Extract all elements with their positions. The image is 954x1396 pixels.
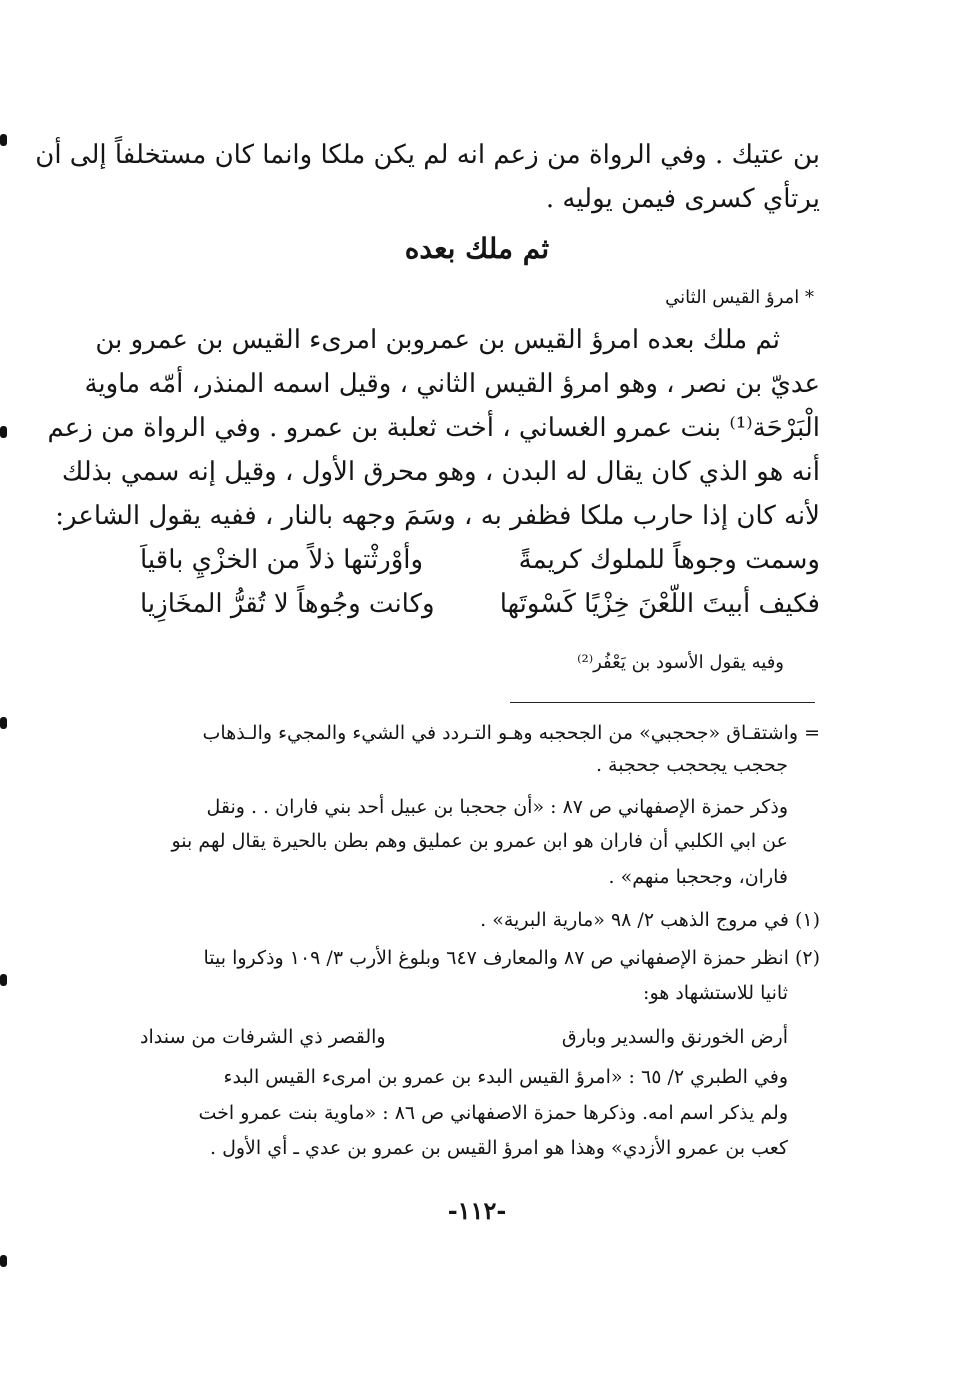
verse-hemistich-first: أرض الخورنق والسدير وبارق xyxy=(561,1026,788,1048)
verse-hemistich-second: وأوْرثْتها ذلاً من الخزْيِ باقياَ xyxy=(140,545,424,575)
after-verse-text: وفيه يقول الأسود بن يَعْفُر⁽²⁾ xyxy=(577,652,784,673)
margin-mark xyxy=(0,134,7,146)
footnotes xyxy=(140,722,820,1182)
poem xyxy=(140,545,820,635)
top-paragraph xyxy=(35,140,820,230)
margin-mark xyxy=(0,1255,7,1267)
text-line: الْبَرْحَة⁽¹⁾ بنت عمرو الغساني ، أخت ثعلبة بن عمرو . وفي الرواة من زعم xyxy=(47,413,820,443)
footnote-line: وذكر حمزة الإصفهاني ص ٨٧ : «أن جحجبا بن عبيل أحد بني فاران . . ونقل xyxy=(206,796,788,818)
verse-hemistich-second: وكانت وجُوهاً لا تُقرُّ المخَازِيا xyxy=(140,589,435,619)
footnote-line: ثانيا للاستشهاد هو: xyxy=(643,982,788,1004)
subheading: * امرؤ القيس الثاني xyxy=(665,287,814,308)
verse-hemistich-second: والقصر ذي الشرفات من سنداد xyxy=(140,1026,386,1048)
footnote-line: فاران، وجحجبا منهم» . xyxy=(608,866,788,888)
text-line: لأنه كان إذا حارب ملكا فظفر به ، وسَمَ وجهه بالنار ، ففيه يقول الشاعر: xyxy=(55,501,820,531)
section-heading: ثم ملك بعده xyxy=(404,232,550,265)
footnote-line: (١) في مروج الذهب ٢/ ٩٨ «مارية البرية» . xyxy=(480,909,820,931)
text-line: أنه هو الذي كان يقال له البدن ، وهو محرق الأول ، وقيل إنه سمي بذلك xyxy=(61,457,820,487)
verse-hemistich-first: فكيف أبيتَ اللّعْنَ خِزْيًا كَسْوتَها xyxy=(499,589,820,619)
footnote-divider xyxy=(510,702,815,703)
margin-mark xyxy=(0,717,7,729)
footnote-line: (٢) انظر حمزة الإصفهاني ص ٨٧ والمعارف ٦٤٧ وبلوغ الأرب ٣/ ١٠٩ وذكروا بيتا xyxy=(203,947,820,969)
text-line: ثم ملك بعده امرؤ القيس بن عمروبن امرىء القيس بن عمرو بن xyxy=(95,325,780,355)
text-line: بن عتيك . وفي الرواة من زعم انه لم يكن ملكا وانما كان مستخلفاً إلى أن xyxy=(35,140,820,170)
footnote-line: = واشتقـاق «جحجبي» من الجحجبه وهـو التـردد في الشيء والمجيء والـذهاب xyxy=(202,722,820,744)
footnote-line: كعب بن عمرو الأزدي» وهذا هو امرؤ القيس بن عمرو بن عدي ـ أي الأول . xyxy=(210,1137,788,1159)
margin-mark xyxy=(0,426,7,438)
page-number: -١١٢- xyxy=(447,1196,507,1225)
body-paragraph xyxy=(47,325,820,555)
margin-mark xyxy=(0,974,7,986)
footnote-line: ولم يذكر اسم امه. وذكرها حمزة الاصفهاني ص ٨٦ : «ماوية بنت عمرو اخت xyxy=(198,1102,788,1124)
footnote-line: وفي الطبري ٢/ ٦٥ : «امرؤ القيس البدء بن عمرو بن امرىء القيس البدء xyxy=(223,1066,788,1088)
footnote-line: جحجب يجحجب جحجبة . xyxy=(595,754,788,776)
text-line: عديّ بن نصر ، وهو امرؤ القيس الثاني ، وقيل اسمه المنذر، أمّه ماوية xyxy=(84,369,820,399)
verse-hemistich-first: وسمت وجوهاً للملوك كريمةً xyxy=(518,545,820,575)
text-line: يرتأي كسرى فيمن يوليه . xyxy=(545,184,820,214)
footnote-line: عن ابي الكلبي أن فاران هو ابن عمرو بن عمليق وهم بطن بالحيرة يقال لهم بنو xyxy=(171,830,788,852)
